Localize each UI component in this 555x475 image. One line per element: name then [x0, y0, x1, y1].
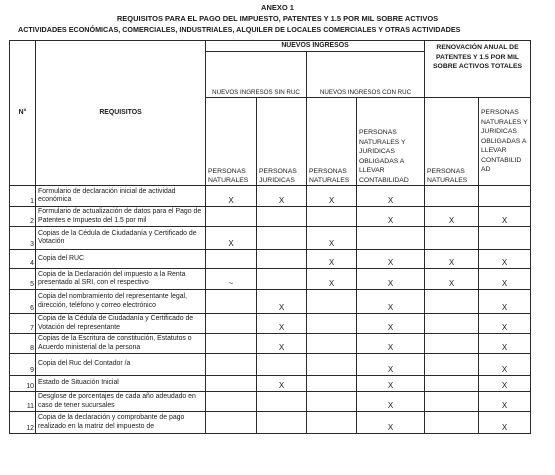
check-mark-cell: X [307, 186, 357, 207]
check-mark-cell: X [425, 207, 479, 227]
check-mark-cell [257, 207, 307, 227]
check-mark-cell [257, 227, 307, 250]
check-mark-cell: X [479, 290, 531, 314]
header-personas-naturales-3: PERSONAS NATURALES [425, 98, 479, 186]
check-mark-cell [425, 354, 479, 376]
check-mark-cell: X [357, 334, 425, 354]
check-mark-cell [257, 412, 307, 434]
row-number: 10 [10, 376, 36, 392]
header-nuevos-con-ruc: NUEVOS INGRESOS CON RUC [307, 52, 425, 98]
row-number: 12 [10, 412, 36, 434]
check-mark-cell: X [479, 207, 531, 227]
check-mark-cell: X [425, 269, 479, 290]
header-nuevos-ingresos: NUEVOS INGRESOS [206, 41, 425, 52]
check-mark-cell [206, 334, 257, 354]
check-mark-cell: X [357, 269, 425, 290]
check-mark-cell: X [357, 290, 425, 314]
check-mark-cell [206, 314, 257, 334]
header-personas-obligadas-1: PERSONAS NATURALES Y JURIDICAS OBLIGADAS A LLEVAR CONTABILIDAD [357, 98, 425, 186]
table-row [10, 227, 531, 250]
check-mark-cell: X [479, 314, 531, 334]
document-subtitle: ACTIVIDADES ECONÓMICAS, COMERCIALES, INDUSTRIALES, ALQUILER DE LOCALES COMERCIALES Y OTRAS ACTIVIDADES [18, 25, 461, 34]
check-mark-cell [257, 354, 307, 376]
check-mark-cell [307, 412, 357, 434]
header-requisitos: REQUISITOS [36, 41, 206, 186]
check-mark-cell: X [257, 290, 307, 314]
check-mark-cell [425, 412, 479, 434]
check-mark-cell: X [307, 250, 357, 269]
check-mark-cell [206, 354, 257, 376]
check-mark-cell [307, 354, 357, 376]
check-mark-cell [357, 227, 425, 250]
check-mark-cell: X [206, 227, 257, 250]
check-mark-cell: X [425, 250, 479, 269]
requirements-table [9, 40, 531, 434]
check-mark-cell [425, 376, 479, 392]
header-personas-naturales-2: PERSONAS NATURALES [307, 98, 357, 186]
annex-label: ANEXO 1 [261, 3, 294, 12]
header-personas-naturales-1: PERSONAS NATURALES [206, 98, 257, 186]
check-mark-cell [206, 290, 257, 314]
header-nuevos-sin-ruc: NUEVOS INGRESOS SIN RUC [206, 52, 307, 98]
check-mark-cell [425, 227, 479, 250]
table-row [10, 376, 531, 392]
check-mark-cell [206, 412, 257, 434]
check-mark-cell [425, 392, 479, 412]
check-mark-cell: X [357, 186, 425, 207]
header-personas-juridicas-1: PERSONAS JURIDICAS [257, 98, 307, 186]
header-renovacion: RENOVACIÓN ANUAL DE PATENTES Y 1.5 POR MIL SOBRE ACTIVOS TOTALES [425, 41, 531, 98]
requirement-text: Copia del nombramiento del representante legal, dirección, teléfono y correo electrónico [36, 290, 206, 314]
check-mark-cell: X [357, 354, 425, 376]
check-mark-cell [307, 314, 357, 334]
table-row [10, 354, 531, 376]
table-row [10, 392, 531, 412]
check-mark-cell: X [257, 186, 307, 207]
check-mark-cell: X [357, 207, 425, 227]
row-number: 9 [10, 354, 36, 376]
requirement-text: Desglose de porcentajes de cada año adeudado en caso de tener sucursales [36, 392, 206, 412]
check-mark-cell: X [307, 269, 357, 290]
check-mark-cell [206, 250, 257, 269]
requirement-text: Copia de la Declaración del impuesto a la Renta presentado al SRI, con el respectivo [36, 269, 206, 290]
check-mark-cell [257, 269, 307, 290]
table-row [10, 250, 531, 269]
check-mark-cell: X [257, 314, 307, 334]
check-mark-cell: X [357, 314, 425, 334]
document-title: REQUISITOS PARA EL PAGO DEL IMPUESTO, PATENTES Y 1.5 POR MIL SOBRE ACTIVOS [116, 14, 439, 23]
row-number: 4 [10, 250, 36, 269]
table-row [10, 412, 531, 434]
table-row [10, 334, 531, 354]
check-mark-cell [307, 376, 357, 392]
requirement-text: Copia de la declaración y comprobante de pago realizado en la matriz del impuesto de [36, 412, 206, 434]
check-mark-cell: ~ [206, 269, 257, 290]
check-mark-cell [479, 186, 531, 207]
check-mark-cell: X [479, 376, 531, 392]
requirement-text: Formulario de declaración inicial de actividad económica [36, 186, 206, 207]
title-block [0, 0, 555, 35]
check-mark-cell [307, 392, 357, 412]
table-row [10, 207, 531, 227]
check-mark-cell: X [307, 227, 357, 250]
check-mark-cell: X [479, 354, 531, 376]
check-mark-cell: X [357, 376, 425, 392]
check-mark-cell [425, 334, 479, 354]
check-mark-cell [307, 207, 357, 227]
table-row [10, 269, 531, 290]
table-row [10, 314, 531, 334]
row-number: 5 [10, 269, 36, 290]
row-number: 6 [10, 290, 36, 314]
check-mark-cell: X [479, 412, 531, 434]
check-mark-cell: X [357, 250, 425, 269]
row-number: 2 [10, 207, 36, 227]
requirement-text: Copia del Ruc del Contador /a [36, 354, 206, 376]
check-mark-cell: X [357, 392, 425, 412]
row-number: 1 [10, 186, 36, 207]
check-mark-cell [479, 227, 531, 250]
row-number: 8 [10, 334, 36, 354]
table-row [10, 290, 531, 314]
row-number: 11 [10, 392, 36, 412]
check-mark-cell [307, 334, 357, 354]
check-mark-cell [206, 376, 257, 392]
row-number: 3 [10, 227, 36, 250]
check-mark-cell: X [257, 376, 307, 392]
check-mark-cell: X [479, 392, 531, 412]
requirement-text: Copia de la Cédula de Ciudadanía y Certificado de Votación del representante [36, 314, 206, 334]
check-mark-cell: X [357, 412, 425, 434]
requirement-text: Copia del RUC [36, 250, 206, 269]
row-number: 7 [10, 314, 36, 334]
requirement-text: Formulario de actualización de datos para el Pago de Patentes e Impuesto del 1.5 por mil [36, 207, 206, 227]
check-mark-cell: X [206, 186, 257, 207]
check-mark-cell [307, 290, 357, 314]
check-mark-cell: X [479, 269, 531, 290]
header-personas-obligadas-2: PERSONAS NATURALES Y JURIDICAS OBLIGADAS A LLEVAR CONTABILID AD [479, 98, 531, 186]
check-mark-cell [257, 250, 307, 269]
check-mark-cell [425, 186, 479, 207]
check-mark-cell [425, 290, 479, 314]
check-mark-cell: X [257, 334, 307, 354]
header-number: N° [10, 41, 36, 186]
check-mark-cell [257, 392, 307, 412]
check-mark-cell [425, 314, 479, 334]
check-mark-cell [206, 207, 257, 227]
requirement-text: Copias de la Escritura de constitución, Estatutos o Acuerdo ministerial de la persona [36, 334, 206, 354]
check-mark-cell: X [479, 334, 531, 354]
requirement-text: Estado de Situación Inicial [36, 376, 206, 392]
requirement-text: Copias de la Cédula de Ciudadanía y Certificado de Votación [36, 227, 206, 250]
check-mark-cell: X [479, 250, 531, 269]
table-row [10, 186, 531, 207]
check-mark-cell [206, 392, 257, 412]
